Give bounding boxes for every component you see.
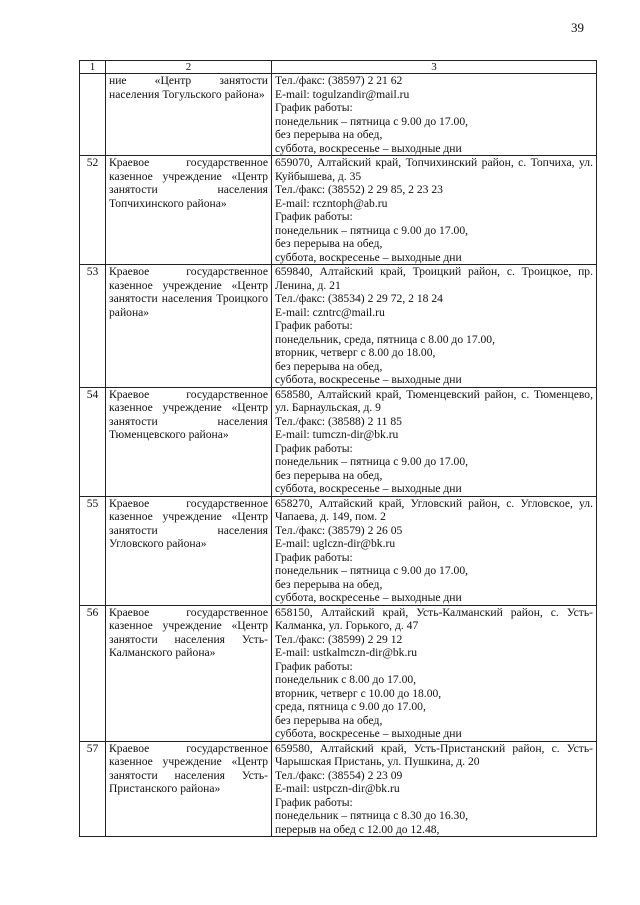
info-line: суббота, воскресенье – выходные дни <box>275 727 462 740</box>
employment-centers-table <box>79 60 597 837</box>
info-line: понедельник – пятница с 8.30 до 16.30, <box>275 809 469 822</box>
info-line: вторник, четверг с 10.00 до 18.00, <box>275 686 442 700</box>
table-row <box>80 605 597 741</box>
institution-name: Краевое государственное казенное учреждение «Центр занятости населения Троицкого района» <box>106 265 272 388</box>
info-line: График работы: <box>275 319 353 332</box>
info-line: Тел./факс: (38552) 2 29 85, 2 23 23 <box>275 183 443 196</box>
contact-info <box>272 156 597 265</box>
info-line: График работы: <box>275 659 353 673</box>
institution-name: Краевое государственное казенное учреждение «Центр занятости населения Угловского района» <box>106 496 272 605</box>
info-line: суббота, воскресенье – выходные дни <box>275 482 462 495</box>
info-line: понедельник, среда, пятница с 8.00 до 17.00, <box>275 332 496 346</box>
row-number: 54 <box>80 387 106 496</box>
row-number: 57 <box>80 741 106 837</box>
info-line: График работы: <box>275 795 353 809</box>
info-line: без перерыва на обед, <box>275 128 383 141</box>
info-line: График работы: <box>275 101 353 114</box>
page-number: 39 <box>571 20 584 35</box>
info-line: среда, пятница с 9.00 до 17.00, <box>275 700 426 713</box>
info-line: вторник, четверг с 8.00 до 18.00, <box>275 346 436 359</box>
info-line: суббота, воскресенье – выходные дни <box>275 591 462 604</box>
column-header-row <box>80 61 597 74</box>
info-line: График работы: <box>275 550 353 564</box>
table-row <box>80 387 597 496</box>
row-number: 56 <box>80 605 106 741</box>
info-line: E-mail: uglczn-dir@bk.ru <box>275 537 396 550</box>
contact-info <box>272 74 597 156</box>
row-number <box>80 74 106 156</box>
info-line: суббота, воскресенье – выходные дни <box>275 141 462 155</box>
info-line: без перерыва на обед, <box>275 237 383 250</box>
info-line: без перерыва на обед, <box>275 713 383 727</box>
institution-name: Краевое государственное казенное учреждение «Центр занятости населения Усть-Пристанского района» <box>106 741 272 837</box>
info-line: понедельник – пятница с 9.00 до 17.00, <box>275 114 469 128</box>
address: 658580, Алтайский край, Тюменцевский район, с. Тюменцево, ул. Барнаульская, д. 9 <box>275 387 593 414</box>
column-header: 2 <box>106 61 272 74</box>
info-line: Тел./факс: (38534) 2 29 72, 2 18 24 <box>275 292 443 305</box>
info-line: E-mail: togulzandir@mail.ru <box>275 87 410 101</box>
contact-info <box>272 496 597 605</box>
institution-name: ние «Центр занятости населения Тогульского района» <box>106 74 272 156</box>
table-row <box>80 156 597 265</box>
info-line: Тел./факс: (38599) 2 29 12 <box>275 632 403 646</box>
institution-name: Краевое государственное казенное учреждение «Центр занятости населения Усть-Калманского района» <box>106 605 272 741</box>
info-line: E-mail: ustpczn-dir@bk.ru <box>275 782 400 795</box>
info-line: перерыв на обед с 12.00 до 12.48, <box>275 822 440 836</box>
info-line: понедельник – пятница с 9.00 до 17.00, <box>275 223 469 237</box>
info-line: Тел./факс: (38588) 2 11 85 <box>275 414 402 428</box>
info-line: суббота, воскресенье – выходные дни <box>275 250 462 264</box>
info-line: E-mail: tumczn-dir@bk.ru <box>275 428 399 441</box>
address: 659580, Алтайский край, Усть-Пристанский район, с. Усть-Чарышская Пристань, ул. Пушкина, д. 20 <box>275 741 593 768</box>
info-line: понедельник с 8.00 до 17.00, <box>275 673 417 686</box>
row-number: 55 <box>80 496 106 605</box>
row-number: 53 <box>80 265 106 388</box>
address: 658150, Алтайский край, Усть-Калманский район, с. Усть-Калманка, ул. Горького, д. 47 <box>275 605 593 632</box>
address: 658270, Алтайский край, Угловский район, с. Угловское, ул. Чапаева, д. 149, пом. 2 <box>275 496 593 523</box>
table-row <box>80 496 597 605</box>
info-line: График работы: <box>275 441 353 455</box>
info-line: суббота, воскресенье – выходные дни <box>275 373 462 386</box>
info-line: без перерыва на обед, <box>275 359 383 373</box>
info-line: E-mail: czntrc@mail.ru <box>275 305 385 319</box>
info-line: График работы: <box>275 210 353 223</box>
table-row <box>80 741 597 837</box>
info-line: понедельник – пятница с 9.00 до 17.00, <box>275 455 469 468</box>
table-row <box>80 265 597 388</box>
address: 659070, Алтайский край, Топчихинский район, с. Топчиха, ул. Куйбышева, д. 35 <box>275 156 593 183</box>
info-line: E-mail: ustkalmczn-dir@bk.ru <box>275 646 418 659</box>
contact-info <box>272 265 597 388</box>
info-line: без перерыва на обед, <box>275 468 383 482</box>
column-header: 3 <box>272 61 597 74</box>
info-line: Тел./факс: (38579) 2 26 05 <box>275 523 403 537</box>
info-line: Тел./факс: (38597) 2 21 62 <box>275 74 403 87</box>
info-line: Тел./факс: (38554) 2 23 09 <box>275 768 403 782</box>
row-number: 52 <box>80 156 106 265</box>
contact-info <box>272 605 597 741</box>
table-row <box>80 74 597 156</box>
contact-info <box>272 741 597 837</box>
info-line: E-mail: rczntoph@ab.ru <box>275 196 388 210</box>
info-line: без перерыва на обед, <box>275 577 383 591</box>
info-line: понедельник – пятница с 9.00 до 17.00, <box>275 564 469 577</box>
address: 659840, Алтайский край, Троицкий район, с. Троицкое, пр. Ленина, д. 21 <box>275 265 593 292</box>
column-header: 1 <box>80 61 106 74</box>
institution-name: Краевое государственное казенное учреждение «Центр занятости населения Тюменцевского района» <box>106 387 272 496</box>
institution-name: Краевое государственное казенное учреждение «Центр занятости населения Топчихинского района» <box>106 156 272 265</box>
contact-info <box>272 387 597 496</box>
